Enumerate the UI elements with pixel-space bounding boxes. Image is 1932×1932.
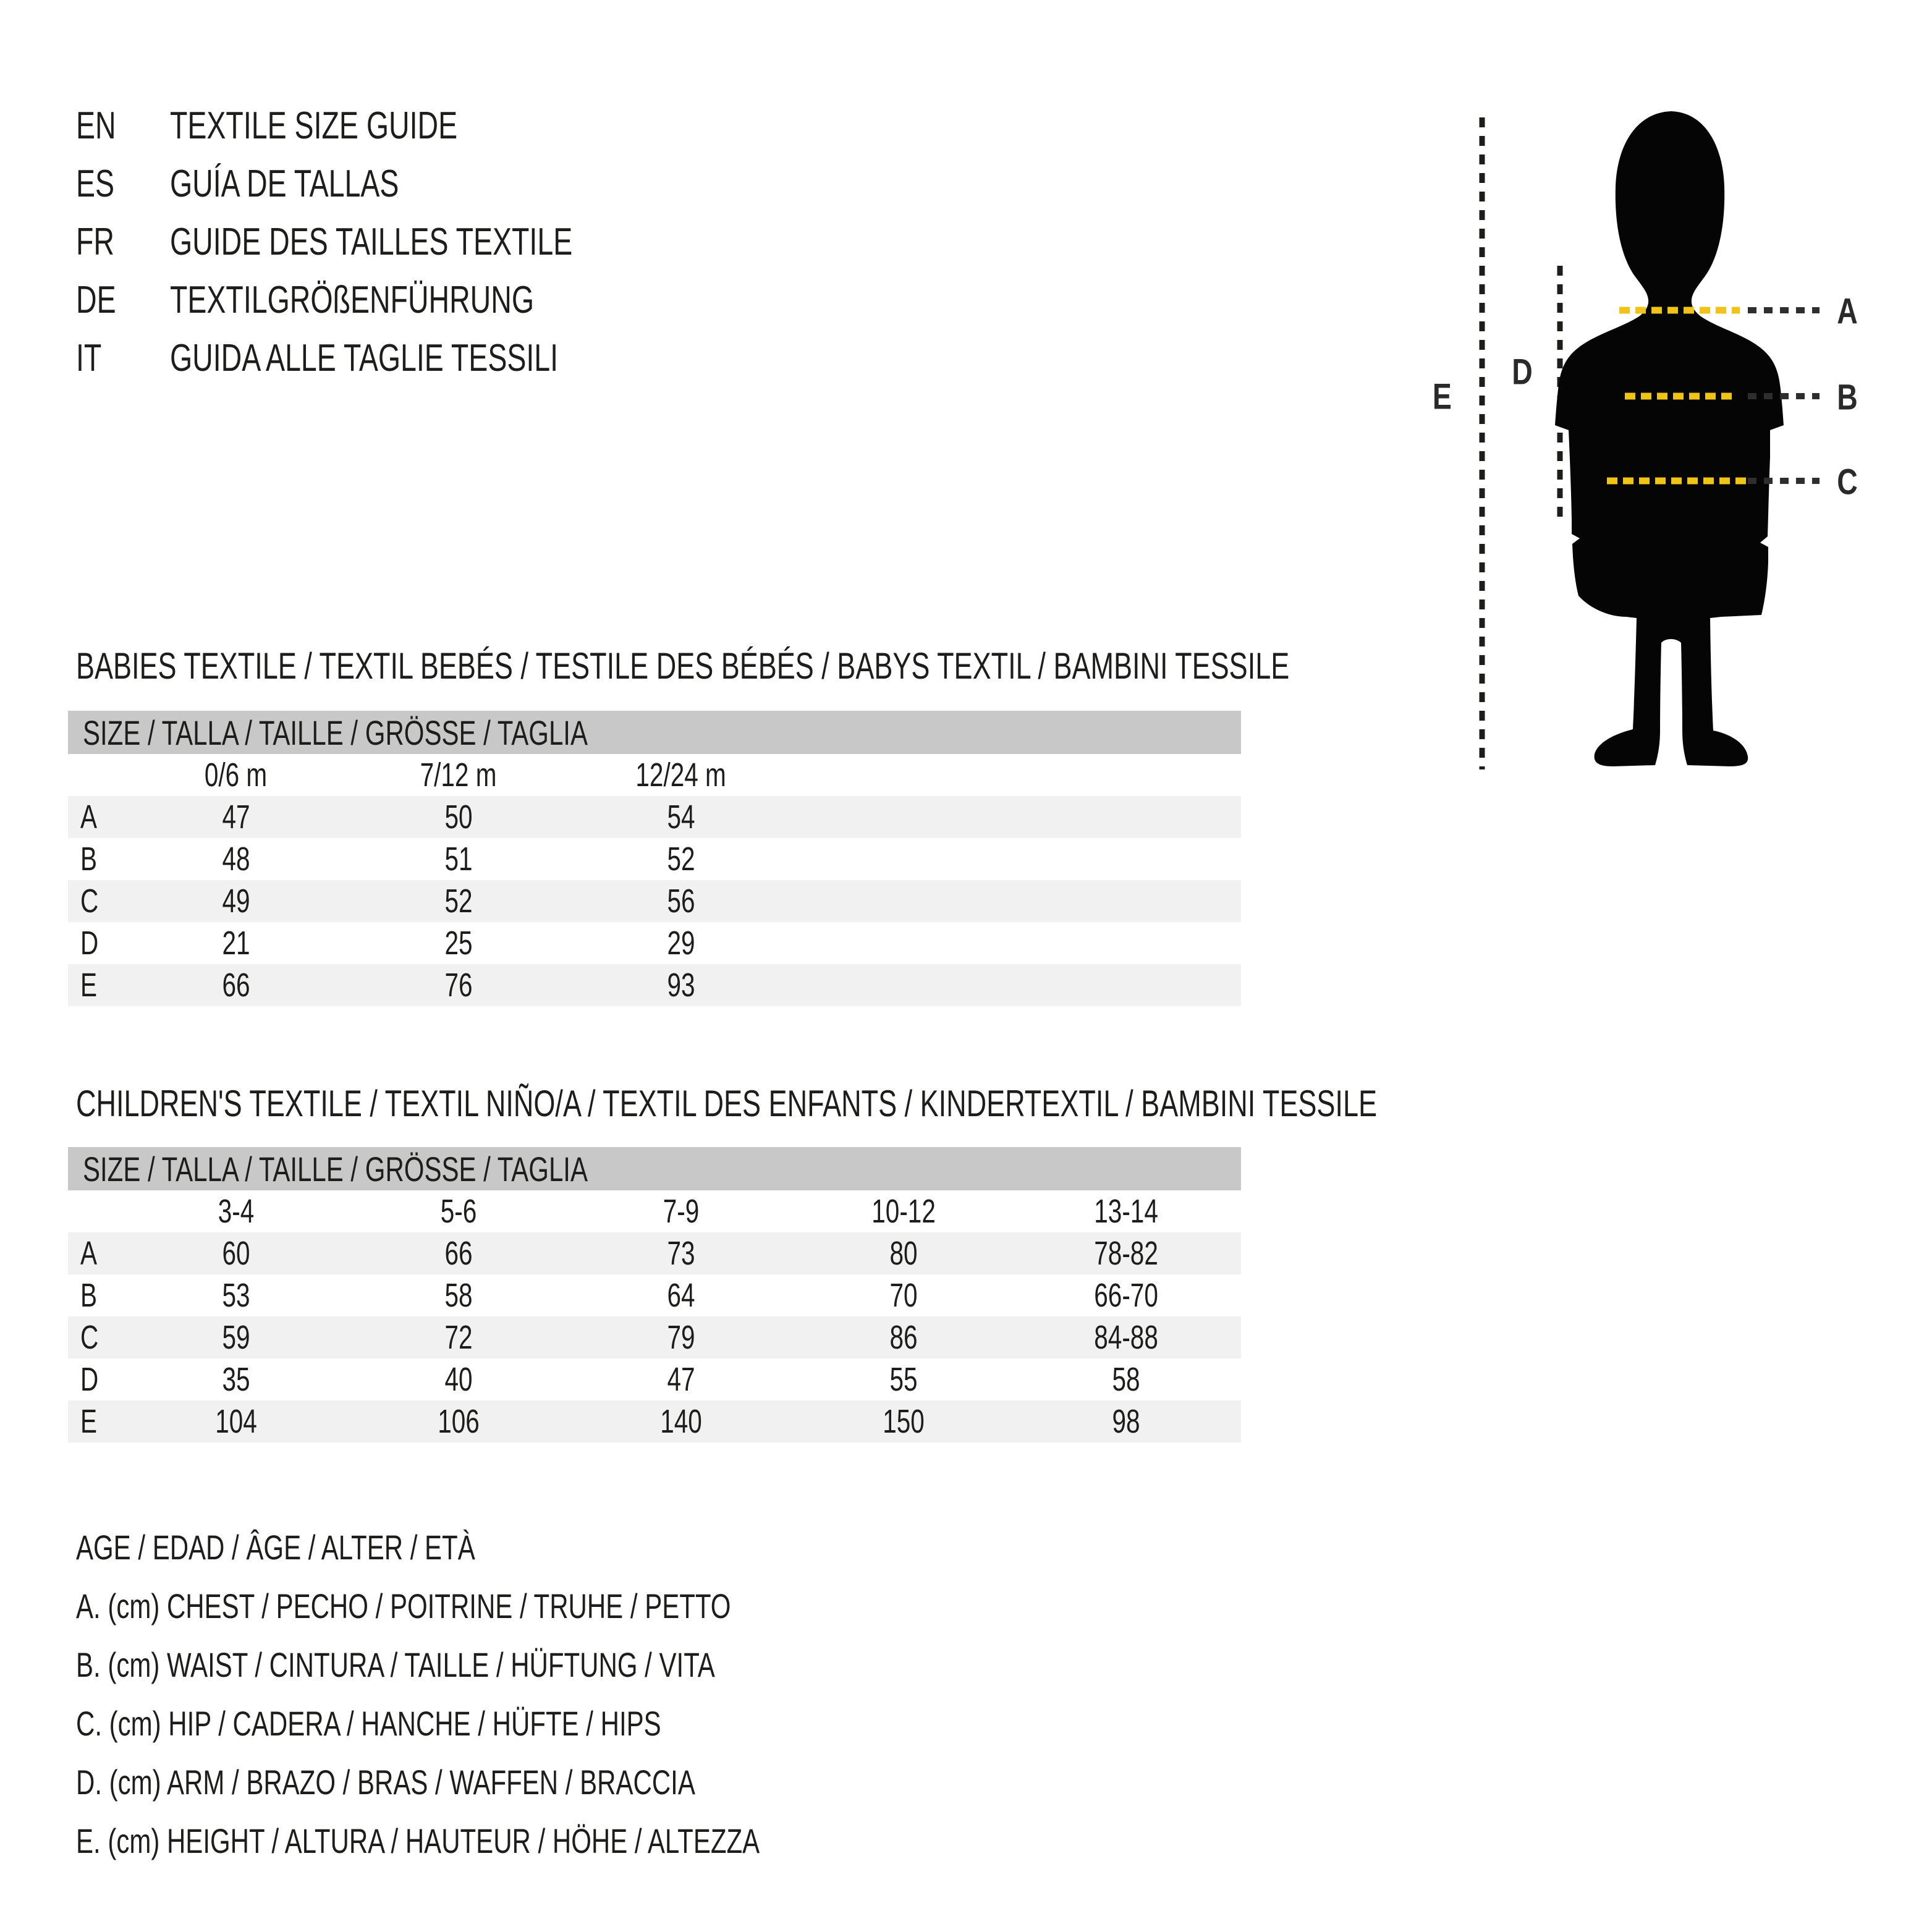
- legend-line: [76, 1811, 988, 1870]
- table-row: [68, 1232, 1241, 1274]
- cell: [792, 1318, 1015, 1357]
- cell-text: 21: [222, 925, 250, 962]
- children-size-header-text: SIZE / TALLA / TAILLE / GRÖSSE / TAGLIA: [83, 1149, 588, 1188]
- cell: [570, 1318, 792, 1357]
- language-code-text: EN: [76, 104, 116, 147]
- table-row: [68, 796, 1241, 838]
- row-label: [68, 966, 125, 1004]
- babies-section-title: [76, 643, 1694, 688]
- row-label-text: E: [80, 1403, 98, 1440]
- cell-text: 79: [667, 1319, 695, 1356]
- language-code-text: ES: [76, 162, 115, 205]
- cell: [125, 1402, 347, 1441]
- column-header: [570, 1192, 792, 1231]
- cell-text: 29: [667, 925, 695, 962]
- row-label: [68, 1360, 125, 1399]
- cell: [570, 1402, 792, 1441]
- row-label-text: C: [80, 883, 99, 920]
- column-header: [125, 1192, 347, 1231]
- cell: [125, 840, 347, 878]
- column-header-text: 5-6: [440, 1193, 477, 1230]
- language-title: [170, 220, 706, 264]
- cell-text: 80: [889, 1235, 918, 1272]
- cell: [347, 840, 570, 878]
- cell-text: 93: [667, 967, 695, 1004]
- language-row: [76, 329, 706, 387]
- language-code: [76, 278, 170, 322]
- language-title: [170, 104, 706, 148]
- legend-line-text: E. (cm) HEIGHT / ALTURA / HAUTEUR / HÖHE / ALTEZZA: [76, 1821, 760, 1860]
- cell: [125, 1318, 347, 1357]
- row-label-text: A: [80, 1235, 98, 1272]
- language-title: [170, 336, 706, 380]
- cell: [792, 1402, 1015, 1441]
- cell-text: 73: [667, 1235, 695, 1272]
- cell: [1015, 1234, 1237, 1273]
- cell-text: 78-82: [1094, 1235, 1158, 1272]
- babies-size-header-text: SIZE / TALLA / TAILLE / GRÖSSE / TAGLIA: [83, 713, 588, 752]
- cell: [1015, 1402, 1237, 1441]
- column-header: [570, 756, 792, 794]
- row-label-text: B: [80, 841, 98, 878]
- cell: [347, 1402, 570, 1441]
- legend-line-text: A. (cm) CHEST / PECHO / POITRINE / TRUHE / PETTO: [76, 1587, 731, 1625]
- table-row: [68, 1400, 1241, 1443]
- cell: [347, 966, 570, 1004]
- cell-text: 86: [889, 1319, 918, 1356]
- column-header-text: 12/24 m: [635, 756, 727, 794]
- cell: [792, 1276, 1015, 1315]
- cell: [570, 882, 792, 920]
- cell: [570, 840, 792, 878]
- row-label: [68, 1276, 125, 1315]
- language-row: [76, 213, 706, 271]
- cell-text: 52: [444, 883, 473, 920]
- cell-text: 66: [444, 1235, 473, 1272]
- column-header: [347, 1192, 570, 1231]
- table-row: [68, 964, 1241, 1006]
- row-label-text: D: [80, 1361, 99, 1398]
- language-title: [170, 162, 706, 206]
- cell: [570, 966, 792, 1004]
- cell: [570, 1360, 792, 1399]
- language-row: [76, 271, 706, 329]
- language-title-text: TEXTILGRÖßENFÜHRUNG: [170, 278, 535, 321]
- cell-text: 47: [667, 1361, 695, 1398]
- column-header: [347, 756, 570, 794]
- language-title-block: [76, 96, 706, 387]
- babies-section-title-text: BABIES TEXTILE / TEXTIL BEBÉS / TESTILE DES BÉBÉS / BABYS TEXTIL / BAMBINI TESSILE: [76, 645, 1290, 687]
- cell-text: 48: [222, 841, 250, 878]
- legend-line: [76, 1635, 988, 1694]
- column-header: [792, 1192, 1015, 1231]
- cell: [1015, 1360, 1237, 1399]
- cell: [125, 1234, 347, 1273]
- language-title: [170, 278, 706, 322]
- row-label-text: A: [80, 799, 98, 836]
- cell-text: 150: [883, 1403, 925, 1440]
- row-label-text: C: [80, 1319, 99, 1356]
- cell: [347, 1318, 570, 1357]
- language-code: [76, 220, 170, 264]
- legend-line-text: AGE / EDAD / ÂGE / ALTER / ETÀ: [76, 1528, 475, 1567]
- language-title-text: GUIDA ALLE TAGLIE TESSILI: [170, 336, 559, 379]
- row-label-text: E: [80, 967, 98, 1004]
- table-row: [68, 922, 1241, 964]
- cell-text: 66: [222, 967, 250, 1004]
- cell-text: 72: [444, 1319, 473, 1356]
- language-title-text: GUÍA DE TALLAS: [170, 162, 399, 205]
- children-column-header-row: [68, 1190, 1241, 1232]
- cell: [347, 1360, 570, 1399]
- cell: [125, 1276, 347, 1315]
- legend-line-text: C. (cm) HIP / CADERA / HANCHE / HÜFTE / HIPS: [76, 1704, 661, 1743]
- language-code-text: DE: [76, 278, 116, 321]
- column-header: [125, 756, 347, 794]
- table-row: [68, 880, 1241, 922]
- children-section-title: [76, 1080, 1811, 1126]
- cell-text: 54: [667, 799, 695, 836]
- cell-text: 35: [222, 1361, 250, 1398]
- cell: [792, 1360, 1015, 1399]
- measurement-legend: [76, 1518, 988, 1870]
- legend-line: [76, 1694, 988, 1753]
- language-code: [76, 104, 170, 148]
- row-label: [68, 882, 125, 920]
- measure-label-b: B: [1837, 377, 1858, 418]
- cell: [125, 966, 347, 1004]
- cell-text: 64: [667, 1277, 695, 1314]
- legend-line-text: D. (cm) ARM / BRAZO / BRAS / WAFFEN / BRACCIA: [76, 1763, 695, 1802]
- cell-text: 55: [889, 1361, 918, 1398]
- babies-column-header-row: [68, 754, 1241, 796]
- cell-text: 58: [1112, 1361, 1140, 1398]
- column-header: [1015, 1192, 1237, 1231]
- cell-text: 76: [444, 967, 473, 1004]
- cell-text: 40: [444, 1361, 473, 1398]
- language-row: [76, 96, 706, 155]
- legend-line: [76, 1518, 988, 1577]
- cell-text: 56: [667, 883, 695, 920]
- language-row: [76, 155, 706, 213]
- row-label: [68, 1234, 125, 1273]
- cell: [1015, 1318, 1237, 1357]
- language-code-text: IT: [76, 336, 102, 379]
- row-label: [68, 924, 125, 962]
- cell: [347, 798, 570, 836]
- cell: [792, 1234, 1015, 1273]
- cell: [570, 1276, 792, 1315]
- cell-text: 47: [222, 799, 250, 836]
- cell-text: 60: [222, 1235, 250, 1272]
- cell-text: 84-88: [1094, 1319, 1158, 1356]
- cell-text: 70: [889, 1277, 918, 1314]
- table-row: [68, 1358, 1241, 1400]
- row-label: [68, 1318, 125, 1357]
- measure-label-e: E: [1432, 376, 1452, 417]
- column-header-text: 0/6 m: [205, 756, 268, 794]
- measure-label-a: A: [1837, 291, 1858, 332]
- babies-size-table: [68, 711, 1241, 1006]
- measurement-figure: [1409, 87, 1932, 803]
- cell-text: 104: [215, 1403, 257, 1440]
- cell: [125, 924, 347, 962]
- cell-text: 140: [660, 1403, 702, 1440]
- cell-text: 59: [222, 1319, 250, 1356]
- cell: [125, 882, 347, 920]
- cell: [570, 1234, 792, 1273]
- children-section-title-text: CHILDREN'S TEXTILE / TEXTIL NIÑO/A / TEXTIL DES ENFANTS / KINDERTEXTIL / BAMBINI TESSILE: [76, 1082, 1377, 1124]
- cell-text: 49: [222, 883, 250, 920]
- column-header-text: 10-12: [871, 1193, 936, 1230]
- legend-line-text: B. (cm) WAIST / CINTURA / TAILLE / HÜFTUNG / VITA: [76, 1645, 715, 1684]
- legend-line: [76, 1577, 988, 1635]
- language-code: [76, 336, 170, 380]
- row-label-text: D: [80, 925, 99, 962]
- cell: [570, 798, 792, 836]
- babies-size-header-bar: [68, 711, 1241, 754]
- measure-label-c: C: [1837, 462, 1858, 502]
- row-label: [68, 840, 125, 878]
- column-header-text: 3-4: [218, 1193, 255, 1230]
- row-label: [68, 1402, 125, 1441]
- table-row: [68, 838, 1241, 880]
- cell: [347, 924, 570, 962]
- legend-line: [76, 1753, 988, 1811]
- cell: [347, 1276, 570, 1315]
- cell: [347, 1234, 570, 1273]
- cell-text: 98: [1112, 1403, 1140, 1440]
- cell: [1015, 1276, 1237, 1315]
- row-label: [68, 798, 125, 836]
- language-code-text: FR: [76, 220, 114, 263]
- cell-text: 50: [444, 799, 473, 836]
- cell-text: 51: [444, 841, 473, 878]
- cell: [125, 1360, 347, 1399]
- language-title-text: TEXTILE SIZE GUIDE: [170, 104, 458, 147]
- column-header-text: 7/12 m: [420, 756, 497, 794]
- cell-text: 52: [667, 841, 695, 878]
- table-row: [68, 1316, 1241, 1358]
- cell: [570, 924, 792, 962]
- column-header-text: 13-14: [1094, 1193, 1158, 1230]
- child-silhouette-diagram: [1409, 87, 1932, 803]
- cell: [347, 882, 570, 920]
- children-size-table: [68, 1147, 1241, 1443]
- cell-text: 106: [438, 1403, 480, 1440]
- cell: [125, 798, 347, 836]
- cell-text: 25: [444, 925, 473, 962]
- cell-text: 58: [444, 1277, 473, 1314]
- column-header-text: 7-9: [663, 1193, 700, 1230]
- children-size-header-bar: [68, 1147, 1241, 1190]
- row-label-text: B: [80, 1277, 98, 1314]
- language-code: [76, 162, 170, 206]
- table-row: [68, 1274, 1241, 1316]
- cell-text: 66-70: [1094, 1277, 1158, 1314]
- measure-label-d: D: [1512, 352, 1533, 392]
- cell-text: 53: [222, 1277, 250, 1314]
- language-title-text: GUIDE DES TAILLES TEXTILE: [170, 220, 573, 263]
